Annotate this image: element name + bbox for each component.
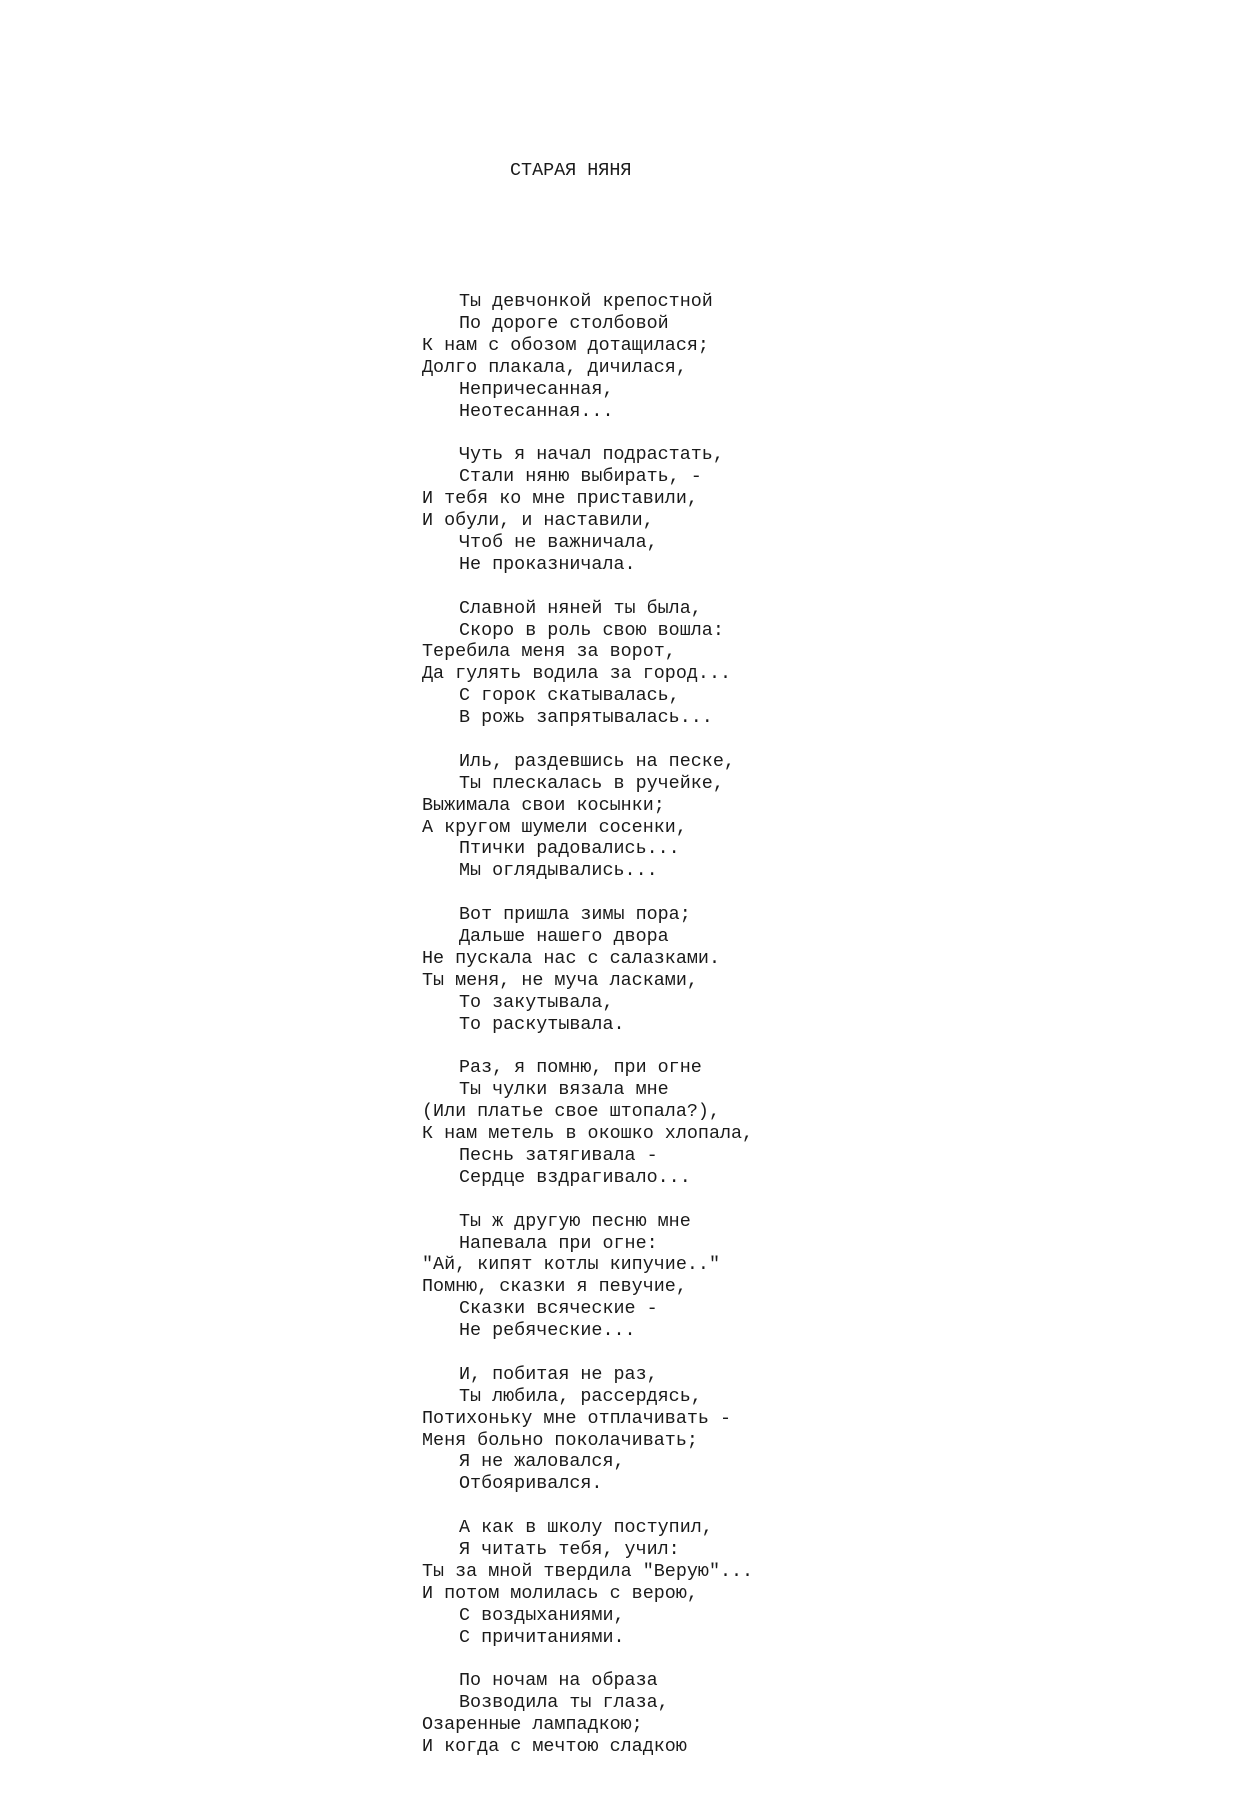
- poem-line: (Или платье свое штопала?),: [422, 1101, 720, 1123]
- poem-line: Ты за мной твердила "Верую"...: [422, 1560, 754, 1582]
- poem-line: Не ребяческие...: [459, 1320, 636, 1342]
- poem-line: И потом молилась с верою,: [422, 1582, 698, 1604]
- stanza: [422, 598, 753, 729]
- poem-line: Да гулять водила за город...: [422, 663, 732, 685]
- poem-line: В рожь запрятывалась...: [459, 707, 713, 729]
- poem-line: Меня больно поколачивать;: [422, 1429, 698, 1451]
- poem-line: Ты любила, рассердясь,: [459, 1385, 702, 1407]
- stanza-gap: [422, 882, 753, 904]
- stanza-gap: [422, 1036, 753, 1058]
- stanza-gap: [422, 1189, 753, 1211]
- stanza: [422, 1517, 753, 1648]
- poem-line: Помню, сказки я певучие,: [422, 1276, 687, 1298]
- poem-line: Напевала при огне:: [459, 1232, 658, 1254]
- stanza-gap: [422, 423, 753, 445]
- poem-line: Непричесанная,: [459, 378, 614, 400]
- poem-line: Сердце вздрагивало...: [459, 1166, 691, 1188]
- poem-line: Выжимала свои косынки;: [422, 794, 665, 816]
- poem-line: Неотесанная...: [459, 400, 614, 422]
- poem-line: Ты девчонкой крепостной: [459, 291, 713, 313]
- poem-line: К нам метель в окошко хлопала,: [422, 1123, 754, 1145]
- poem-line: Долго плакала, дичилася,: [422, 356, 687, 378]
- stanza-gap: [422, 729, 753, 751]
- poem-line: И когда с мечтою сладкою: [422, 1736, 687, 1757]
- poem-line: С горок скатывалась,: [459, 685, 680, 707]
- stanza: [422, 1364, 753, 1495]
- stanza-gap: [422, 1648, 753, 1670]
- poem-line: То раскутывала.: [459, 1013, 625, 1035]
- stanza-gap: [422, 226, 753, 248]
- poem-line: И, побитая не раз,: [459, 1363, 658, 1385]
- poem-line: Ты плескалась в ручейке,: [459, 772, 724, 794]
- poem-line: Я не жаловался,: [459, 1451, 625, 1473]
- stanza-gap: [422, 1495, 753, 1517]
- poem-line: Ты меня, не муча ласками,: [422, 969, 698, 991]
- stanza: [422, 1670, 753, 1758]
- poem-line: Потихоньку мне отплачивать -: [422, 1407, 732, 1429]
- poem-line: То закутывала,: [459, 991, 614, 1013]
- poem-text: [422, 116, 753, 1802]
- poem-line: "Ай, кипят котлы кипучие..": [422, 1254, 720, 1276]
- stanza-gap: [422, 1342, 753, 1364]
- poem-line: Отбояривался.: [459, 1473, 603, 1495]
- poem-line: Чуть я начал подрастать,: [459, 444, 724, 466]
- poem-line: Славной няней ты была,: [459, 597, 702, 619]
- stanza: [422, 904, 753, 1035]
- stanza: [422, 291, 753, 422]
- poem-line: Птички радовались...: [459, 838, 680, 860]
- poem-line: Мы оглядывались...: [459, 860, 658, 882]
- poem-line: Сказки всяческие -: [459, 1298, 658, 1320]
- poem-line: Теребила меня за ворот,: [422, 641, 676, 663]
- poem-line: Ты чулки вязала мне: [459, 1079, 669, 1101]
- poem-line: Раз, я помню, при огне: [459, 1057, 702, 1079]
- poem-line: Чтоб не важничала,: [459, 532, 658, 554]
- poem-line: Возводила ты глаза,: [459, 1692, 669, 1714]
- poem-line: И обули, и наставили,: [422, 510, 654, 532]
- poem-stanzas: [422, 291, 753, 1758]
- poem-line: Стали няню выбирать, -: [459, 466, 702, 488]
- poem-line: По дороге столбовой: [459, 313, 669, 335]
- poem-line: Вот пришла зимы пора;: [459, 904, 691, 926]
- stanza: [422, 1211, 753, 1342]
- poem-line: С воздыханиями,: [459, 1604, 625, 1626]
- poem-line: По ночам на образа: [459, 1670, 658, 1692]
- poem-line: И тебя ко мне приставили,: [422, 488, 698, 510]
- poem-line: К нам с обозом дотащилася;: [422, 335, 709, 356]
- stanza: [422, 1057, 753, 1188]
- stanza-gap: [422, 576, 753, 598]
- poem-line: Иль, раздевшись на песке,: [459, 750, 735, 772]
- poem-line: Я читать тебя, учил:: [459, 1538, 680, 1560]
- poem-line: А кругом шумели сосенки,: [422, 816, 687, 838]
- poem-line: Дальше нашего двора: [459, 926, 669, 948]
- poem-line: Скоро в роль свою вошла:: [459, 619, 724, 641]
- poem-line: Не проказничала.: [459, 553, 636, 575]
- poem-line: Озаренные лампадкою;: [422, 1714, 643, 1736]
- poem-line: Песнь затягивала -: [459, 1144, 658, 1166]
- poem-line: А как в школу поступил,: [459, 1517, 713, 1539]
- stanza: [422, 751, 753, 882]
- poem-line: Ты ж другую песню мне: [459, 1210, 691, 1232]
- poem-line: С причитаниями.: [459, 1626, 625, 1648]
- stanza: [422, 444, 753, 575]
- poem-title: СТАРАЯ НЯНЯ: [510, 159, 632, 181]
- poem-line: Не пускала нас с салазками.: [422, 947, 720, 969]
